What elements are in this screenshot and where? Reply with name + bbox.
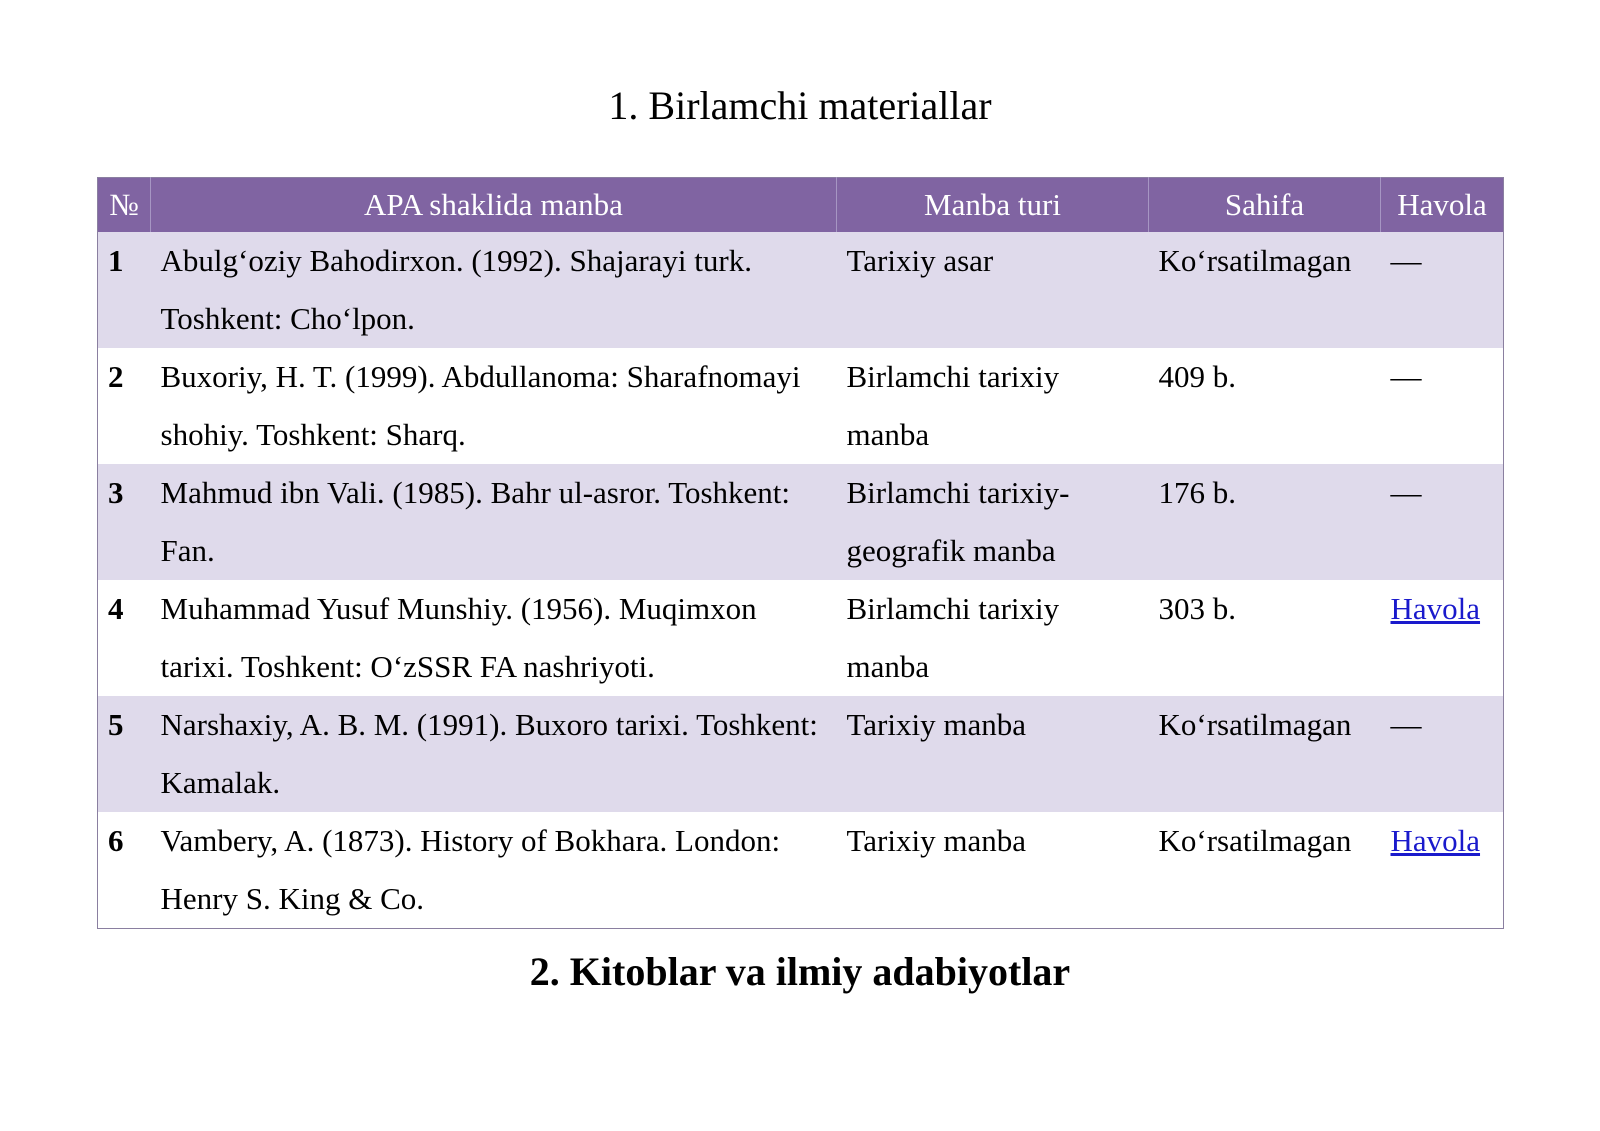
row-page: Ko‘rsatilmagan bbox=[1149, 812, 1381, 929]
row-page: Ko‘rsatilmagan bbox=[1149, 696, 1381, 812]
table-row bbox=[98, 696, 1504, 812]
row-number: 2 bbox=[98, 348, 151, 464]
header-link: Havola bbox=[1381, 178, 1504, 233]
sources-table bbox=[97, 177, 1504, 929]
section-title-primary-materials: 1. Birlamchi materiallar bbox=[608, 83, 992, 128]
row-link-cell bbox=[1381, 812, 1504, 929]
row-type: Birlamchi tarixiy manba bbox=[837, 348, 1149, 464]
header-apa-source: APA shaklida manba bbox=[151, 178, 837, 233]
row-type: Tarixiy asar bbox=[837, 232, 1149, 348]
row-source: Vambery, A. (1873). History of Bokhara. London: Henry S. King & Co. bbox=[151, 812, 837, 929]
section-title-books: 2. Kitoblar va ilmiy adabiyotlar bbox=[529, 949, 1071, 994]
row-source: Narshaxiy, A. B. M. (1991). Buxoro tarixi. Toshkent: Kamalak. bbox=[151, 696, 837, 812]
row-type: Birlamchi tarixiy manba bbox=[837, 580, 1149, 696]
row-number: 6 bbox=[98, 812, 151, 929]
row-type: Tarixiy manba bbox=[837, 812, 1149, 929]
havola-link[interactable]: Havola bbox=[1390, 591, 1481, 626]
row-page: 409 b. bbox=[1149, 348, 1381, 464]
table-row bbox=[98, 232, 1504, 348]
header-page: Sahifa bbox=[1149, 178, 1381, 233]
row-source: Mahmud ibn Vali. (1985). Bahr ul-asror. Toshkent: Fan. bbox=[151, 464, 837, 580]
header-source-type: Manba turi bbox=[837, 178, 1149, 233]
row-page: 303 b. bbox=[1149, 580, 1381, 696]
row-source: Muhammad Yusuf Munshiy. (1956). Muqimxon tarixi. Toshkent: O‘zSSR FA nashriyoti. bbox=[151, 580, 837, 696]
table-row bbox=[98, 580, 1504, 696]
row-link: — bbox=[1381, 232, 1504, 348]
row-number: 3 bbox=[98, 464, 151, 580]
header-number: № bbox=[98, 178, 151, 233]
table-row bbox=[98, 348, 1504, 464]
row-source: Abulg‘oziy Bahodirxon. (1992). Shajarayi turk. Toshkent: Cho‘lpon. bbox=[151, 232, 837, 348]
row-type: Birlamchi tarixiy-geografik manba bbox=[837, 464, 1149, 580]
row-link: — bbox=[1381, 348, 1504, 464]
table-row bbox=[98, 464, 1504, 580]
row-type: Tarixiy manba bbox=[837, 696, 1149, 812]
row-number: 4 bbox=[98, 580, 151, 696]
row-source: Buxoriy, H. T. (1999). Abdullanoma: Sharafnomayi shohiy. Toshkent: Sharq. bbox=[151, 348, 837, 464]
table-row bbox=[98, 812, 1504, 929]
row-number: 5 bbox=[98, 696, 151, 812]
row-number: 1 bbox=[98, 232, 151, 348]
table-header-row bbox=[98, 178, 1504, 233]
row-link-cell bbox=[1381, 580, 1504, 696]
row-page: Ko‘rsatilmagan bbox=[1149, 232, 1381, 348]
row-page: 176 b. bbox=[1149, 464, 1381, 580]
row-link: — bbox=[1381, 696, 1504, 812]
havola-link[interactable]: Havola bbox=[1390, 823, 1481, 858]
row-link: — bbox=[1381, 464, 1504, 580]
